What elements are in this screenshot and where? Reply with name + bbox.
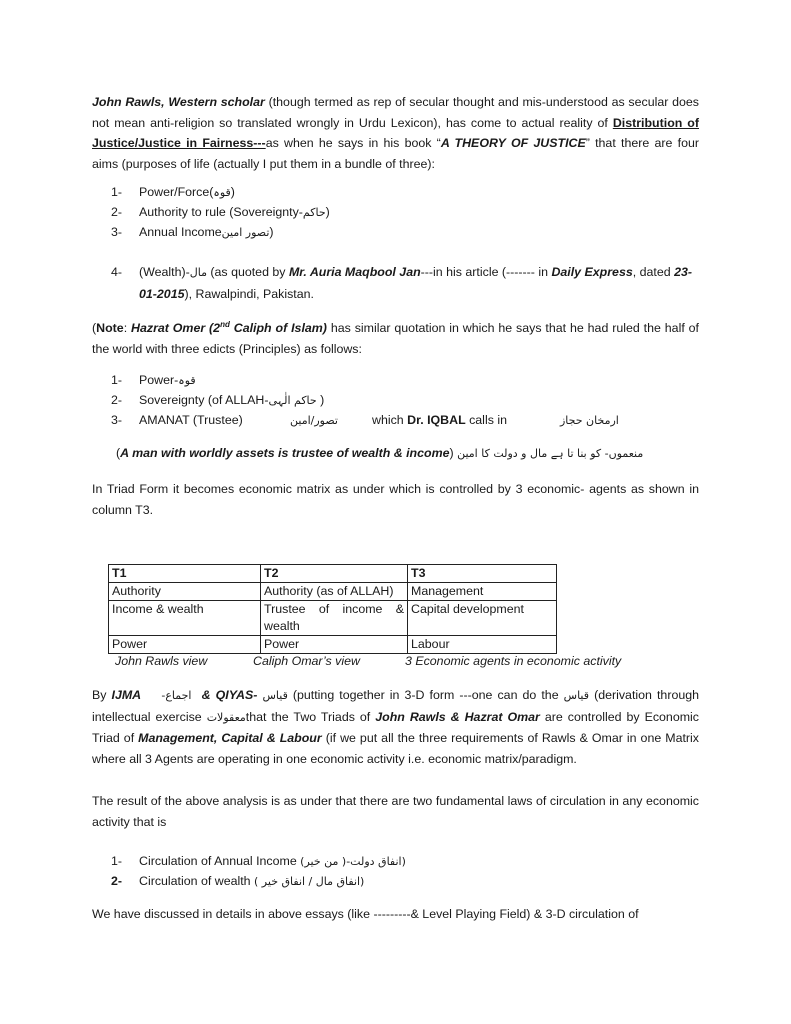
final-paragraph: We have discussed in details in above essays (like ---------& Level Playing Field) & 3-D circulation of [92, 907, 639, 921]
trustee-line: (A man with worldly assets is trustee of wealth & income) منعموں- کو بنا تا ہے مال و دولت کا امین [116, 446, 644, 460]
table-header: T3 [408, 565, 557, 583]
subject-name: John Rawls, Western scholar [92, 95, 265, 109]
document-page: John Rawls, Western scholar (though termed as rep of secular thought and mis-understood as secular does not mean anti-religion so translated wrongly in Urdu Lexicon), has come to actual reality of Distribution of Justice/Justice in Fairness---as when he says in his book “A THEORY OF JUSTICE” that there are four aims (purposes of life (actually I put them in a bundle of three): 1- Power/Force(قوہ) 2- Authority to rule (Sovereignty-حاکم) 3- Annual Incomeتصور امین) 4- (Wealth)-مال (as quoted by Mr. Auria Maqbool Jan---in his article (------- in Daily Express, dated 23-01-2015), Rawalpindi, Pakistan. (Note: Hazrat Omer (2nd Caliph of Islam) has similar quotation in which he says that he had ruled the half of the world with three edicts (Principles) as follows: 1- Power-قوہ 2- Sovereignty (of ALLAH-حاکم الٰہی ) 3- AMANAT (Trustee) تصور/امین which Dr. IQBAL calls in ارمخان حجاز (A man with worldly assets is trustee of wealth & income) منعموں- کو بنا تا ہے مال و دولت کا امین In Triad Form it becomes economic matrix as under which is controlled by 3 economic- agents as shown in column T3. T1 T2 T3 Authority Authority (as of ALLAH) Management Income & wealth Trustee of income & wealth Capital development Power Power Labour John Rawls view Caliph Omar’s view 3 Economic agents in economic activity By IJMA اجماع- & QIYAS- قیاس (putting together in 3-D form ---one can do the قیاس (derivation through intellectual exercise معقولاتthat the Two Triads of John Rawls & Hazrat Omar are controlled by Economic Triad of Management, Capital & Labour (if we put all the three requirements of Rawls & Omar in one Matrix where all 3 Agents are operating in one economic activity i.e. economic matrix/paradigm. The result of the above analysis is as under that there are two fundamental laws of circulation in any economic activity that is 1- Circulation of Annual Income (انفاق دولت-( من خیر) 2- Circulation of wealth (انفاق مال / انفاق خیر ) We have discussed in details in above essays (like ---------& Level Playing Field) & 3-D circulation of [0, 0, 791, 1024]
triad-paragraph: In Triad Form it becomes economic matrix as under which is controlled by 3 economic- agents as shown in column T3. [92, 482, 699, 517]
ijma-paragraph: By IJMA اجماع- & QIYAS- قیاس (putting together in 3-D form ---one can do the قیاس (derivation through intellectual exercise معقولاتthat the Two Triads of John Rawls & Hazrat Omar are controlled by Economic Triad of Management, Capital & Labour (if we put all the three requirements of Rawls & Omar in one Matrix where all 3 Agents are operating in one economic activity i.e. economic matrix/paradigm. [92, 688, 700, 766]
list-item-law-2: 2- Circulation of wealth (انفاق مال / انفاق خیر ) [111, 874, 365, 888]
list-item: 3- AMANAT (Trustee) [111, 413, 243, 427]
newspaper-name: Daily Express [551, 265, 633, 279]
caption-t3: 3 Economic agents in economic activity [405, 654, 622, 668]
table-row: Authority Authority (as of ALLAH) Management [109, 583, 557, 601]
result-paragraph: The result of the above analysis is as under that there are two fundamental laws of circulation in any economic activity that is [92, 794, 699, 829]
table-row: Power Power Labour [109, 636, 557, 654]
economic-matrix-table [108, 564, 557, 654]
list-item: 3- Annual Incomeتصور امین) [111, 225, 274, 239]
armaghan-hijaz: ارمخان حجاز [560, 414, 619, 427]
intro-paragraph: John Rawls, Western scholar (though termed as rep of secular thought and mis-understood as secular does not mean anti-religion so translated wrongly in Urdu Lexicon), has come to actual reality of Distribution of Justice/Justice in Fairness---as when he says in his book “A THEORY OF JUSTICE” that there are four aims (purposes of life (actually I put them in a bundle of three): [92, 95, 699, 171]
distribution-of-justice: Distribution of Justice/Justice in Fairness--- [92, 115, 699, 150]
note-paragraph: (Note: Hazrat Omer (2nd Caliph of Islam) has similar quotation in which he says that he had ruled the half of the world with three edicts (Principles) as follows: [92, 319, 700, 356]
iqbal-name: Dr. IQBAL [407, 413, 466, 427]
list-item: 2- Sovereignty (of ALLAH-حاکم الٰہی ) [111, 393, 325, 407]
caption-t2: Caliph Omar’s view [253, 654, 360, 668]
list-item-law-1: 1- Circulation of Annual Income (انفاق دولت-( من خیر) [111, 854, 406, 868]
list-item-wealth: 4- (Wealth)-مال (as quoted by Mr. Auria Maqbool Jan---in his article (------- in Daily Express, dated 23-01-2015), Rawalpindi, Pakistan. [111, 265, 692, 301]
caption-t1: John Rawls view [115, 654, 208, 668]
table-header: T2 [261, 565, 408, 583]
list-item: 2- Authority to rule (Sovereignty-حاکم) [111, 205, 330, 219]
author-name: Mr. Auria Maqbool Jan [288, 265, 421, 279]
article-date: 23-01-2015 [139, 265, 692, 301]
table-header: T1 [109, 565, 261, 583]
table-header-row [109, 565, 557, 583]
list-item: 1- Power/Force(قوہ) [111, 185, 235, 199]
book-title: A THEORY OF JUSTICE [440, 136, 586, 150]
table-row: Income & wealth Trustee of income & wealth Capital development [109, 601, 557, 636]
list-item: 1- Power-قوہ [111, 373, 196, 387]
